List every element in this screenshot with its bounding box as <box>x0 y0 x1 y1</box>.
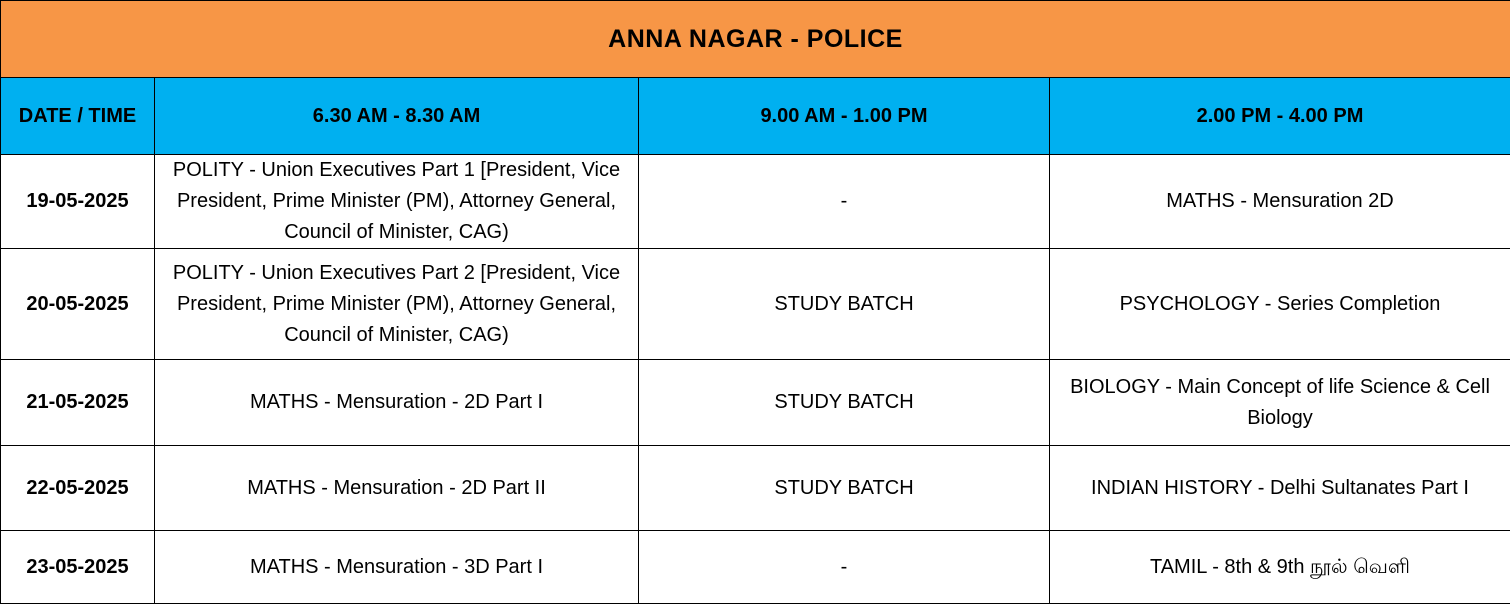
slot-morning-cell: MATHS - Mensuration - 2D Part I <box>155 360 639 446</box>
slot-morning-cell: MATHS - Mensuration - 2D Part II <box>155 446 639 531</box>
slot-afternoon-cell: PSYCHOLOGY - Series Completion <box>1050 249 1510 360</box>
slot-midday-cell: STUDY BATCH <box>639 360 1050 446</box>
date-cell: 21-05-2025 <box>1 360 155 446</box>
date-cell: 19-05-2025 <box>1 155 155 249</box>
slot-afternoon-cell: INDIAN HISTORY - Delhi Sultanates Part I <box>1050 446 1510 531</box>
date-cell: 22-05-2025 <box>1 446 155 531</box>
slot-afternoon-cell: BIOLOGY - Main Concept of life Science & Cell Biology <box>1050 360 1510 446</box>
slot-afternoon-cell: TAMIL - 8th & 9th நூல் வெளி <box>1050 531 1510 604</box>
slot-midday-cell: - <box>639 531 1050 604</box>
date-cell: 20-05-2025 <box>1 249 155 360</box>
slot-midday-cell: STUDY BATCH <box>639 249 1050 360</box>
title-row <box>1 1 1510 78</box>
header-slot-afternoon: 2.00 PM - 4.00 PM <box>1050 78 1510 155</box>
slot-midday-cell: STUDY BATCH <box>639 446 1050 531</box>
header-slot-morning: 6.30 AM - 8.30 AM <box>155 78 639 155</box>
table-row <box>1 155 1510 249</box>
slot-morning-cell: POLITY - Union Executives Part 1 [President, Vice President, Prime Minister (PM), Attorney General, Council of Minister, CAG) <box>155 155 639 249</box>
slot-midday-cell: - <box>639 155 1050 249</box>
header-slot-midday: 9.00 AM - 1.00 PM <box>639 78 1050 155</box>
header-date-time: DATE / TIME <box>1 78 155 155</box>
page-title: ANNA NAGAR - POLICE <box>1 1 1510 78</box>
slot-afternoon-cell: MATHS - Mensuration 2D <box>1050 155 1510 249</box>
header-row <box>1 78 1510 155</box>
table-row <box>1 531 1510 604</box>
table-row <box>1 249 1510 360</box>
slot-morning-cell: POLITY - Union Executives Part 2 [President, Vice President, Prime Minister (PM), Attorney General, Council of Minister, CAG) <box>155 249 639 360</box>
date-cell: 23-05-2025 <box>1 531 155 604</box>
slot-morning-cell: MATHS - Mensuration - 3D Part I <box>155 531 639 604</box>
table-row <box>1 360 1510 446</box>
table-row <box>1 446 1510 531</box>
